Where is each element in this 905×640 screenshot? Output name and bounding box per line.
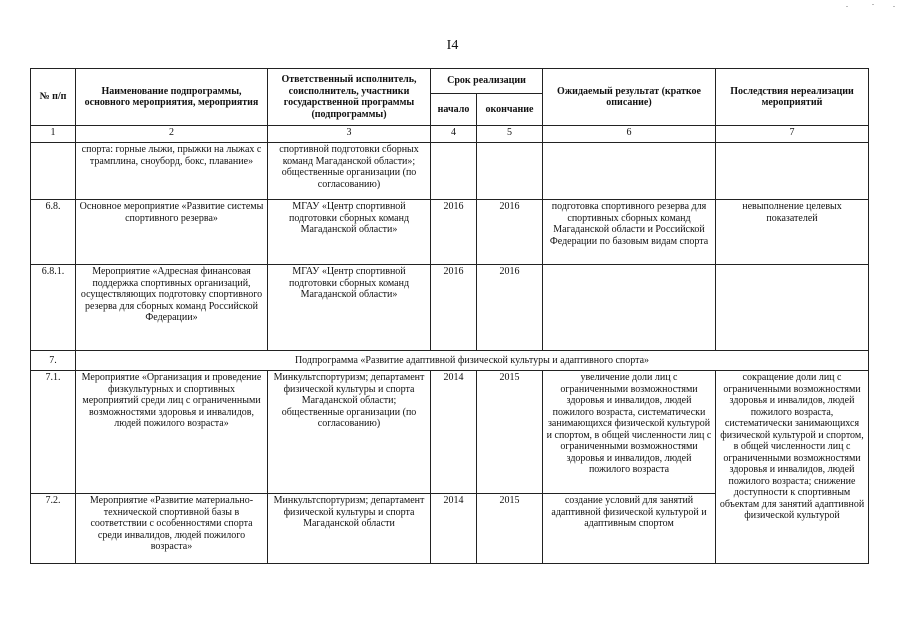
row-start: 2016 [431,200,477,265]
row-num [31,143,76,200]
row-result [543,143,716,200]
row-start: 2014 [431,494,477,564]
header-result: Ожидаемый результат (краткое описание) [543,69,716,126]
column-number: 5 [477,126,543,143]
row-end [477,143,543,200]
row-result: создание условий для занятий адаптивной физической культурой и адаптивным спортом [543,494,716,564]
header-consequences: Последствия нереализации мероприятий [716,69,869,126]
row-start [431,143,477,200]
table-row [31,143,869,200]
scan-speck [846,6,848,7]
subprogram-num: 7. [31,351,76,371]
column-number: 2 [76,126,268,143]
subprogram-title: Подпрограмма «Развитие адаптивной физической культуры и адаптивного спорта» [76,351,869,371]
column-number: 7 [716,126,869,143]
row-name: Мероприятие «Адресная финансовая поддержка спортивных организаций, осуществляющих подготовку спортивного резерва для сборных команд Российской Федерации» [76,265,268,351]
row-responsible: МГАУ «Центр спортивной подготовки сборных команд Магаданской области» [268,200,431,265]
row-num: 6.8.1. [31,265,76,351]
header-responsible: Ответственный исполнитель, соисполнитель, участники государственной программы (подпрограммы) [268,69,431,126]
table-row [31,265,869,351]
row-result [543,265,716,351]
header-period: Срок реализации [431,69,543,94]
row-end: 2016 [477,265,543,351]
row-name: спорта: горные лыжи, прыжки на лыжах с трамплина, сноуборд, бокс, плавание» [76,143,268,200]
column-number: 4 [431,126,477,143]
table-row [31,200,869,265]
row-consequences [716,265,869,351]
page-number: I4 [446,38,459,53]
scan-speck [872,4,874,5]
row-num: 7.2. [31,494,76,564]
header-end: окончание [477,94,543,126]
row-responsible: Минкультспортуризм; департамент физической культуры и спорта Магаданской области; общественные организации (по согласованию) [268,371,431,494]
row-consequences: сокращение доли лиц с ограниченными возможностями здоровья и инвалидов, людей пожилого возраста, систематически занимающихся физической культурой и спортом, в общей численности лиц с ограниченными возможностями здоровья и инвалидов, людей пожилого возраста; снижение доступности к спортивным объектам для занятий адаптивной физической культурой [716,371,869,564]
row-end: 2016 [477,200,543,265]
header-name: Наименование подпрограммы, основного мероприятия, мероприятия [76,69,268,126]
subprogram-row [31,351,869,371]
row-responsible: Минкультспортуризм; департамент физической культуры и спорта Магаданской области [268,494,431,564]
row-responsible: МГАУ «Центр спортивной подготовки сборных команд Магаданской области» [268,265,431,351]
column-number-row [31,126,869,143]
column-number: 1 [31,126,76,143]
row-consequences: невыполнение целевых показателей [716,200,869,265]
row-num: 6.8. [31,200,76,265]
column-number: 3 [268,126,431,143]
row-name: Мероприятие «Развитие материально-технической спортивной базы в соответствии с особенностями спорта среди инвалидов, людей пожилого возраста» [76,494,268,564]
scan-speck [893,6,895,7]
table-row [31,371,869,494]
program-table [30,68,869,564]
row-start: 2014 [431,371,477,494]
row-result: увеличение доли лиц с ограниченными возможностями здоровья и инвалидов, людей пожилого возраста, систематически занимающихся физической культурой и спортом, в общей численности лиц с ограниченными возможностями здоровья и инвалидов, людей пожилого возраста [543,371,716,494]
row-name: Основное мероприятие «Развитие системы спортивного резерва» [76,200,268,265]
header-start: начало [431,94,477,126]
row-end: 2015 [477,371,543,494]
row-num: 7.1. [31,371,76,494]
row-result: подготовка спортивного резерва для спортивных сборных команд Магаданской области и Российской Федерации по базовым видам спорта [543,200,716,265]
row-start: 2016 [431,265,477,351]
column-number: 6 [543,126,716,143]
row-name: Мероприятие «Организация и проведение физкультурных и спортивных мероприятий среди лиц с ограниченными возможностями здоровья и инвалидов, людей пожилого возраста» [76,371,268,494]
row-end: 2015 [477,494,543,564]
row-responsible: спортивной подготовки сборных команд Магаданской области»; общественные организации (по согласованию) [268,143,431,200]
header-num: № п/п [31,69,76,126]
row-consequences [716,143,869,200]
